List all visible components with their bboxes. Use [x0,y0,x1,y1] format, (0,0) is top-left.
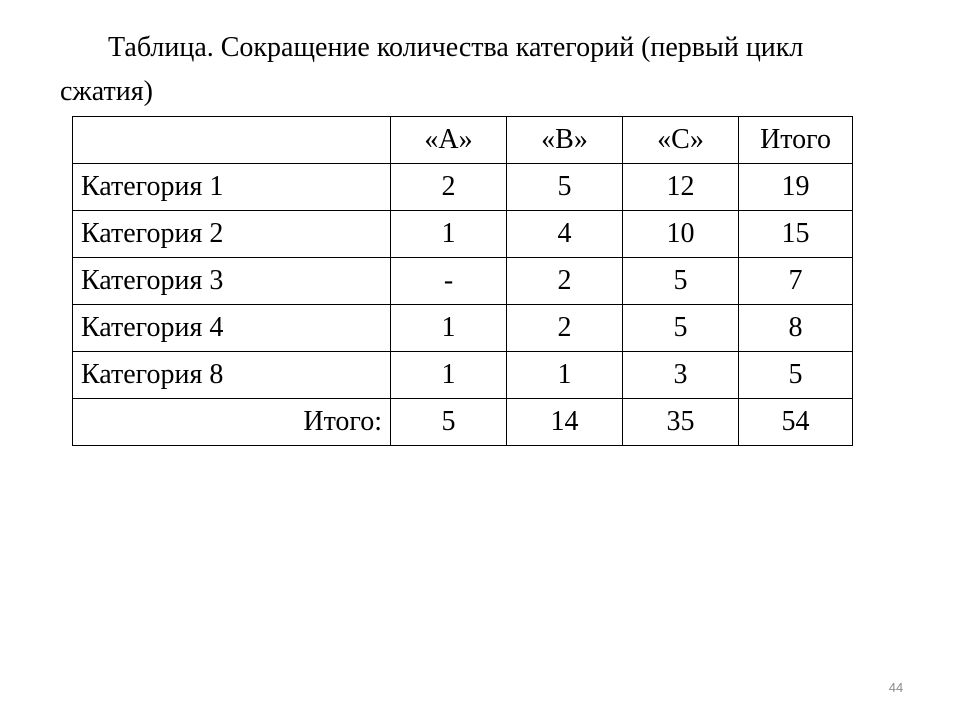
row-label: Категория 4 [73,305,391,352]
cell-total: 5 [739,352,853,399]
cell-c: 3 [623,352,739,399]
cell-c: 5 [623,258,739,305]
row-label: Категория 1 [73,164,391,211]
table-row [73,305,853,352]
table-totals-row [73,399,853,446]
totals-label: Итого: [73,399,391,446]
page-number: 44 [888,680,904,695]
table-row [73,352,853,399]
total-a: 5 [391,399,507,446]
cell-b: 2 [507,305,623,352]
header-cell-c: «С» [623,117,739,164]
cell-b: 1 [507,352,623,399]
header-cell-b: «В» [507,117,623,164]
grand-total: 54 [739,399,853,446]
cell-a: 1 [391,211,507,258]
header-cell-a: «А» [391,117,507,164]
cell-c: 5 [623,305,739,352]
cell-b: 2 [507,258,623,305]
cell-total: 15 [739,211,853,258]
cell-a: 1 [391,352,507,399]
cell-total: 19 [739,164,853,211]
cell-c: 10 [623,211,739,258]
table-caption: Таблица. Сокращение количества категорий (первый цикл сжатия) [60,32,804,107]
cell-total: 8 [739,305,853,352]
table-row [73,211,853,258]
category-table [72,116,853,446]
cell-a: 2 [391,164,507,211]
row-label: Категория 3 [73,258,391,305]
total-c: 35 [623,399,739,446]
cell-a: 1 [391,305,507,352]
row-label: Категория 2 [73,211,391,258]
header-cell-empty [73,117,391,164]
cell-b: 5 [507,164,623,211]
cell-a: - [391,258,507,305]
header-cell-total: Итого [739,117,853,164]
table-row [73,164,853,211]
table-header-row [73,117,853,164]
cell-total: 7 [739,258,853,305]
cell-c: 12 [623,164,739,211]
total-b: 14 [507,399,623,446]
row-label: Категория 8 [73,352,391,399]
table-row [73,258,853,305]
cell-b: 4 [507,211,623,258]
